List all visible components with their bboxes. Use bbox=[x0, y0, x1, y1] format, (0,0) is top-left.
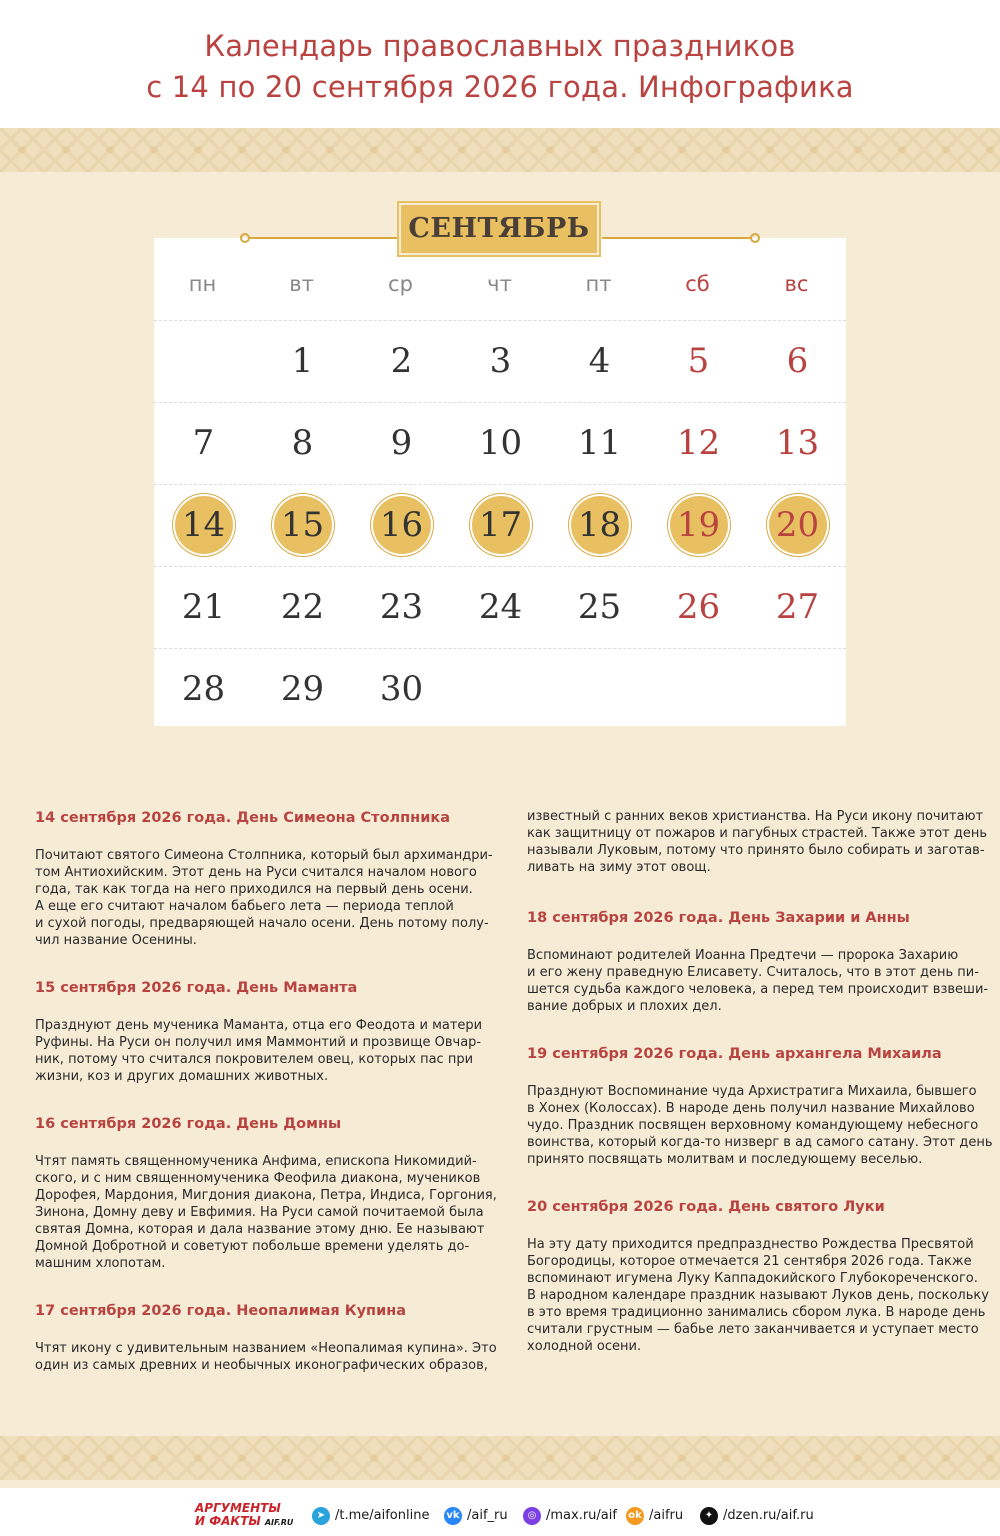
section-text-line: холодной осени. bbox=[527, 1339, 642, 1354]
calendar-day: 14 bbox=[181, 505, 226, 545]
section-text-line: ского, и с ним священномученика Феофила диакона, мучеников bbox=[35, 1171, 481, 1186]
section-text-line: и сухой погоды, предваряющей начало осени. День потому полу- bbox=[35, 916, 489, 931]
section-title: 15 сентября 2026 года. День Маманта bbox=[35, 980, 358, 996]
calendar-day: 21 bbox=[181, 587, 226, 627]
section-text-line: чудо. Праздник посвящен верховному командующему небесного bbox=[527, 1118, 979, 1133]
calendar-day: 17 bbox=[478, 505, 523, 545]
paper-background bbox=[0, 128, 1000, 1536]
social-link-dzen[interactable] bbox=[700, 1506, 814, 1526]
logo-line-1: АРГУМЕНТЫ bbox=[195, 1501, 281, 1515]
ornament-line-left bbox=[248, 237, 398, 239]
odnoklassniki-icon: ok bbox=[626, 1507, 644, 1525]
calendar-day: 19 bbox=[676, 505, 721, 545]
row-divider bbox=[154, 566, 846, 567]
calendar-day: 22 bbox=[280, 587, 325, 627]
calendar-day: 26 bbox=[676, 587, 721, 627]
calendar-day: 15 bbox=[280, 505, 325, 545]
section-text-line: и его жену праведную Елисавету. Считалось, что в этот день пи- bbox=[527, 965, 979, 980]
calendar-day: 25 bbox=[577, 587, 622, 627]
section-title: 19 сентября 2026 года. День архангела Михаила bbox=[527, 1046, 942, 1062]
calendar-day: 4 bbox=[588, 341, 611, 381]
ornament-dot-right bbox=[750, 233, 760, 243]
calendar-day: 2 bbox=[390, 341, 413, 381]
ornament-line-right bbox=[602, 237, 752, 239]
section-text-line: Дорофея, Мардония, Мигдония диакона, Петра, Индиса, Горгония, bbox=[35, 1188, 497, 1203]
calendar-day: 24 bbox=[478, 587, 523, 627]
section-text-line: жизни, коз и других домашних животных. bbox=[35, 1069, 329, 1084]
section-text-line: Руфины. На Руси он получил имя Маммонтий и прозвище Овчар- bbox=[35, 1035, 482, 1050]
social-link-odnoklassniki[interactable] bbox=[626, 1506, 683, 1526]
calendar-day: 20 bbox=[775, 505, 820, 545]
section-text-line: шется судьба каждого человека, а перед тем происходит взвеши- bbox=[527, 982, 989, 997]
vk-icon: vk bbox=[444, 1507, 462, 1525]
section-text-line: А еще его считают началом бабьего лета — периода теплой bbox=[35, 899, 454, 914]
calendar-day: 30 bbox=[379, 669, 424, 709]
weekday-1: вт bbox=[289, 272, 314, 296]
section-text-line: Чтят икону с удивительным названием «Неопалимая купина». Это bbox=[35, 1341, 497, 1356]
calendar-day: 29 bbox=[280, 669, 325, 709]
section-text-line: как защитницу от пожаров и пагубных страстей. Также этот день bbox=[527, 826, 988, 841]
section-text-line: В народном календаре праздник называют Луков день, поскольку bbox=[527, 1288, 989, 1303]
section-text-line: Чтят память священномученика Анфима, епископа Никомидий- bbox=[35, 1154, 477, 1169]
row-divider bbox=[154, 320, 846, 321]
section-text-line: Празднуют день мученика Маманта, отца его Феодота и матери bbox=[35, 1018, 483, 1033]
row-divider bbox=[154, 402, 846, 403]
calendar-day: 3 bbox=[489, 341, 512, 381]
section-text-line: машним хлопотам. bbox=[35, 1256, 166, 1271]
section-text-line: называли Луковым, потому что принято было собирать и заготав- bbox=[527, 843, 985, 858]
section-text-line: ник, потому что считался покровителем овец, которых пас при bbox=[35, 1052, 474, 1067]
footer bbox=[0, 1488, 1000, 1536]
weekday-4: пт bbox=[585, 272, 612, 296]
weekday-5: сб bbox=[685, 272, 710, 296]
section-text-line: вание добрых и плохих дел. bbox=[527, 999, 722, 1014]
weekday-3: чт bbox=[487, 272, 512, 296]
calendar-day: 6 bbox=[786, 341, 809, 381]
calendar-day: 13 bbox=[775, 423, 820, 463]
social-label: /dzen.ru/aif.ru bbox=[723, 1508, 814, 1523]
section-text-line: Зинона, Домну деву и Евфимия. На Руси самой почитаемой была bbox=[35, 1205, 484, 1220]
section-title: 18 сентября 2026 года. День Захарии и Анны bbox=[527, 910, 910, 926]
social-label: /aifru bbox=[649, 1508, 684, 1523]
calendar-day: 10 bbox=[478, 423, 523, 463]
social-link-max[interactable] bbox=[523, 1506, 617, 1526]
calendar-day: 9 bbox=[390, 423, 413, 463]
section-title: 20 сентября 2026 года. День святого Луки bbox=[527, 1199, 885, 1215]
logo-site: AIF.RU bbox=[264, 1518, 294, 1527]
calendar-day: 12 bbox=[676, 423, 721, 463]
section-text-line: вспоминают игумена Луку Каппадокийского Глубокореченского. bbox=[527, 1271, 978, 1286]
section-text-line: Вспоминают родителей Иоанна Предтечи — пророка Захарию bbox=[527, 948, 959, 963]
row-divider bbox=[154, 648, 846, 649]
calendar-day: 11 bbox=[577, 423, 622, 463]
social-label: /aif_ru bbox=[467, 1508, 508, 1523]
weekday-2: ср bbox=[388, 272, 413, 296]
section-text-line: в это время традиционно занимались сбором лука. В народе день bbox=[527, 1305, 986, 1320]
aif-logo[interactable] bbox=[195, 1502, 299, 1530]
section-text-line: Домной Добротной и советуют побольше времени уделять до- bbox=[35, 1239, 470, 1254]
social-label: /max.ru/aif bbox=[546, 1508, 617, 1523]
title-line-1: Календарь православных праздников bbox=[204, 29, 796, 63]
section-text-line: один из самых древних и необычных иконографических образов, bbox=[35, 1358, 488, 1373]
section-text-line: Празднуют Воспоминание чуда Архистратига Михаила, бывшего bbox=[527, 1084, 977, 1099]
calendar-card bbox=[154, 238, 846, 726]
header bbox=[0, 0, 1000, 128]
month-badge bbox=[401, 205, 597, 253]
section-text-line: известный с ранних веков христианства. На Руси икону почитают bbox=[527, 809, 984, 824]
calendar-day: 8 bbox=[291, 423, 314, 463]
telegram-icon: ➤ bbox=[312, 1507, 330, 1525]
weekday-6: вс bbox=[784, 272, 809, 296]
dzen-icon: ✦ bbox=[700, 1507, 718, 1525]
section-text-line: На эту дату приходится предпразднество Рождества Пресвятой bbox=[527, 1237, 974, 1252]
calendar-day: 1 bbox=[291, 341, 314, 381]
calendar-day: 28 bbox=[181, 669, 226, 709]
logo-line-2: И ФАКТЫ bbox=[195, 1514, 261, 1528]
calendar-day: 18 bbox=[577, 505, 622, 545]
section-text-line: принято посвящать молитвам и последующему веселью. bbox=[527, 1152, 923, 1167]
weekday-0: пн bbox=[188, 272, 217, 296]
calendar-day: 27 bbox=[775, 587, 820, 627]
calendar-day: 7 bbox=[192, 423, 215, 463]
section-text-line: в Хонех (Колоссах). В народе день получил название Михайлово bbox=[527, 1101, 975, 1116]
ornament-border-bottom bbox=[0, 1436, 1000, 1480]
page-title bbox=[0, 26, 1000, 108]
social-link-vk[interactable] bbox=[444, 1506, 508, 1526]
social-link-telegram[interactable] bbox=[312, 1506, 429, 1526]
section-text-line: ливать на зиму этот овощ. bbox=[527, 860, 711, 875]
section-text-line: воинства, который когда-то низверг в ад самого сатану. Этот день bbox=[527, 1135, 993, 1150]
calendar-day: 5 bbox=[687, 341, 710, 381]
section-text-line: святая Домна, которая и дала название этому дню. Ее называют bbox=[35, 1222, 485, 1237]
social-label: /t.me/aifonline bbox=[335, 1508, 430, 1523]
max-icon: ◎ bbox=[523, 1507, 541, 1525]
ornament-border-top bbox=[0, 128, 1000, 172]
calendar-day: 23 bbox=[379, 587, 424, 627]
row-divider bbox=[154, 484, 846, 485]
month-label: СЕНТЯБРЬ bbox=[408, 213, 590, 244]
section-text-line: года, так как тогда на него приходился на первый день осени. bbox=[35, 882, 473, 897]
calendar-day: 16 bbox=[379, 505, 424, 545]
section-title: 16 сентября 2026 года. День Домны bbox=[35, 1116, 342, 1132]
title-line-2: с 14 по 20 сентября 2026 года. Инфографика bbox=[146, 70, 854, 104]
section-text-line: Почитают святого Симеона Столпника, который был архимандри- bbox=[35, 848, 493, 863]
section-text-line: том Антиохийским. Этот день на Руси считался началом нового bbox=[35, 865, 477, 880]
section-text-line: чил название Осенины. bbox=[35, 933, 197, 948]
section-text-line: считали грустным — бабье лето заканчивается и уступает место bbox=[527, 1322, 979, 1337]
section-title: 17 сентября 2026 года. Неопалимая Купина bbox=[35, 1303, 407, 1319]
section-title: 14 сентября 2026 года. День Симеона Столпника bbox=[35, 810, 450, 826]
section-text-line: Богородицы, которое отмечается 21 сентября 2026 года. Также bbox=[527, 1254, 972, 1269]
